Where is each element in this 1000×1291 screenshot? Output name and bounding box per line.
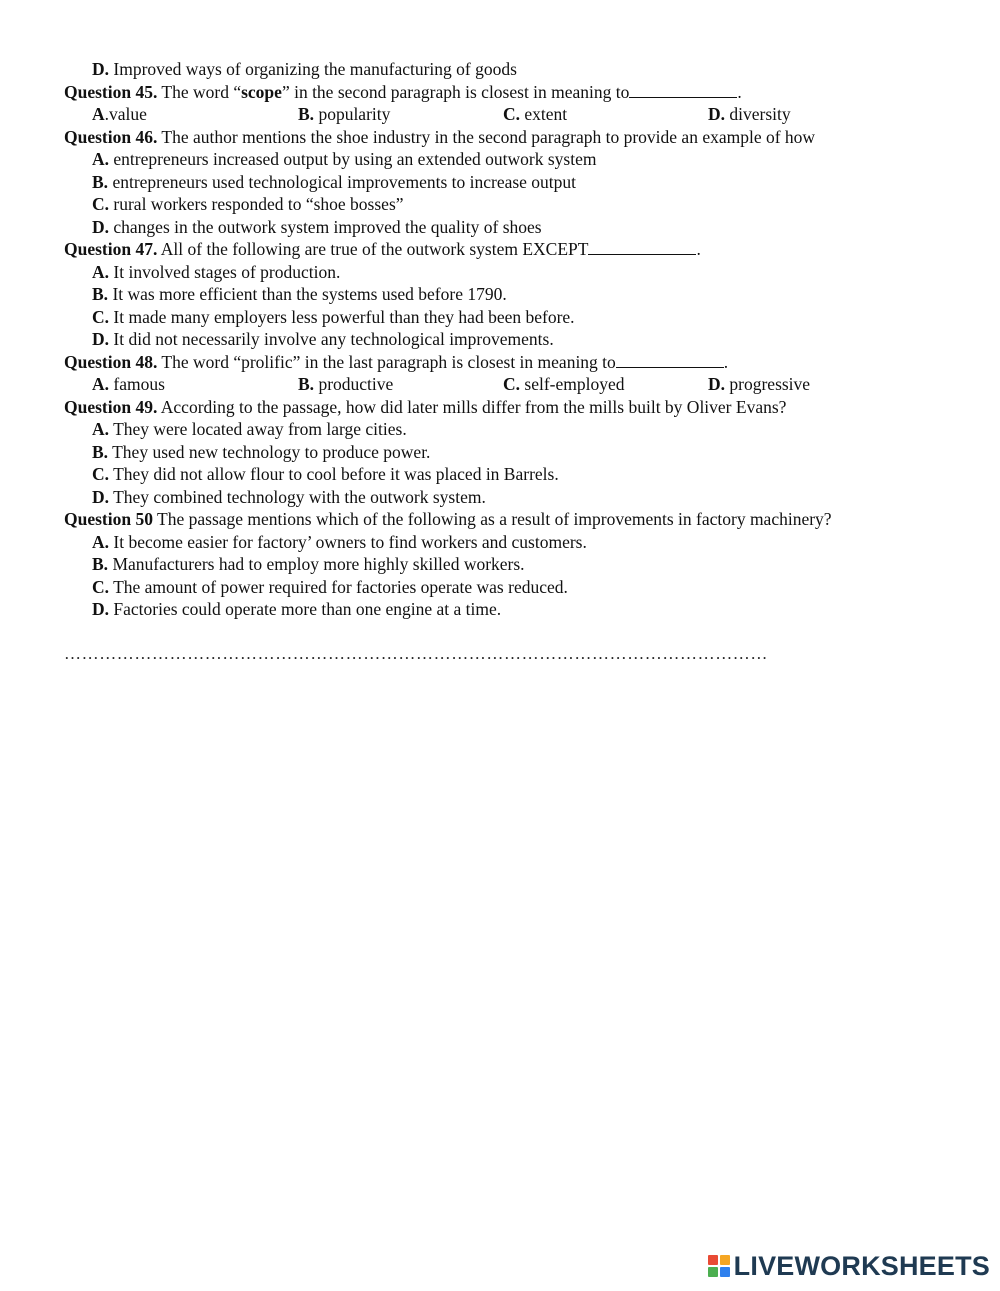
logo-square-l: [708, 1255, 718, 1265]
option-d[interactable]: D. diversity: [708, 104, 791, 124]
dotted-separator: …………………………………………………………………………………………………………: [64, 644, 768, 663]
option-b[interactable]: B. Manufacturers had to employ more highly skilled workers.: [92, 554, 525, 574]
option-a[interactable]: A.value: [92, 104, 147, 124]
prev-question-option-d: D. Improved ways of organizing the manufacturing of goods: [92, 59, 517, 79]
question-46: Question 46. The author mentions the shoe industry in the second paragraph to provide an example of how: [64, 127, 816, 147]
option-b[interactable]: B. productive: [298, 374, 394, 394]
logo-square-e: [720, 1267, 730, 1277]
option-d[interactable]: D. changes in the outwork system improved the quality of shoes: [92, 217, 542, 237]
question-48: Question 48. The word “prolific” in the last paragraph is closest in meaning to .: [64, 352, 729, 372]
question-49: Question 49. According to the passage, how did later mills differ from the mills built by Oliver Evans?: [64, 397, 787, 417]
option-a[interactable]: A. It involved stages of production.: [92, 262, 341, 282]
option-a[interactable]: A. entrepreneurs increased output by using an extended outwork system: [92, 149, 597, 169]
option-c[interactable]: C. self-employed: [503, 374, 625, 394]
option-a[interactable]: A. It become easier for factory’ owners to find workers and customers.: [92, 532, 587, 552]
option-c[interactable]: C. They did not allow flour to cool before it was placed in Barrels.: [92, 464, 559, 484]
keyword: scope: [241, 82, 282, 102]
question-50: Question 50 The passage mentions which of the following as a result of improvements in factory machinery?: [64, 509, 832, 529]
option-c[interactable]: C. The amount of power required for factories operate was reduced.: [92, 577, 568, 597]
option-d[interactable]: D. They combined technology with the outwork system.: [92, 487, 486, 507]
answer-blank[interactable]: [629, 83, 737, 98]
logo-text: LIVEWORKSHEETS: [733, 1250, 990, 1281]
answer-blank[interactable]: [616, 353, 724, 368]
question-label: Question 50: [64, 509, 153, 529]
option-c[interactable]: C. extent: [503, 104, 568, 124]
option-b[interactable]: B. They used new technology to produce power.: [92, 442, 431, 462]
liveworksheets-logo: [708, 1251, 990, 1281]
logo-square-v: [708, 1267, 718, 1277]
question-label: Question 46.: [64, 127, 158, 147]
logo-square-i: [720, 1255, 730, 1265]
option-a[interactable]: A. famous: [92, 374, 165, 394]
option-c[interactable]: C. rural workers responded to “shoe bosses”: [92, 194, 404, 214]
option-b[interactable]: B. popularity: [298, 104, 391, 124]
question-45: Question 45. The word “scope” in the second paragraph is closest in meaning to .: [64, 82, 742, 102]
option-a[interactable]: A. They were located away from large cities.: [92, 419, 407, 439]
option-c[interactable]: C. It made many employers less powerful than they had been before.: [92, 307, 575, 327]
option-b[interactable]: B. It was more efficient than the systems used before 1790.: [92, 284, 507, 304]
logo-icon: [708, 1255, 730, 1277]
option-d[interactable]: D. It did not necessarily involve any technological improvements.: [92, 329, 554, 349]
option-d[interactable]: D. Factories could operate more than one engine at a time.: [92, 599, 502, 619]
question-label: Question 49.: [64, 397, 158, 417]
option-d[interactable]: D. progressive: [708, 374, 811, 394]
question-label: Question 48.: [64, 352, 158, 372]
answer-blank[interactable]: [588, 240, 696, 255]
question-label: Question 45.: [64, 82, 158, 102]
question-47: Question 47. All of the following are true of the outwork system EXCEPT .: [64, 239, 701, 259]
option-b[interactable]: B. entrepreneurs used technological improvements to increase output: [92, 172, 577, 192]
question-label: Question 47.: [64, 239, 158, 259]
